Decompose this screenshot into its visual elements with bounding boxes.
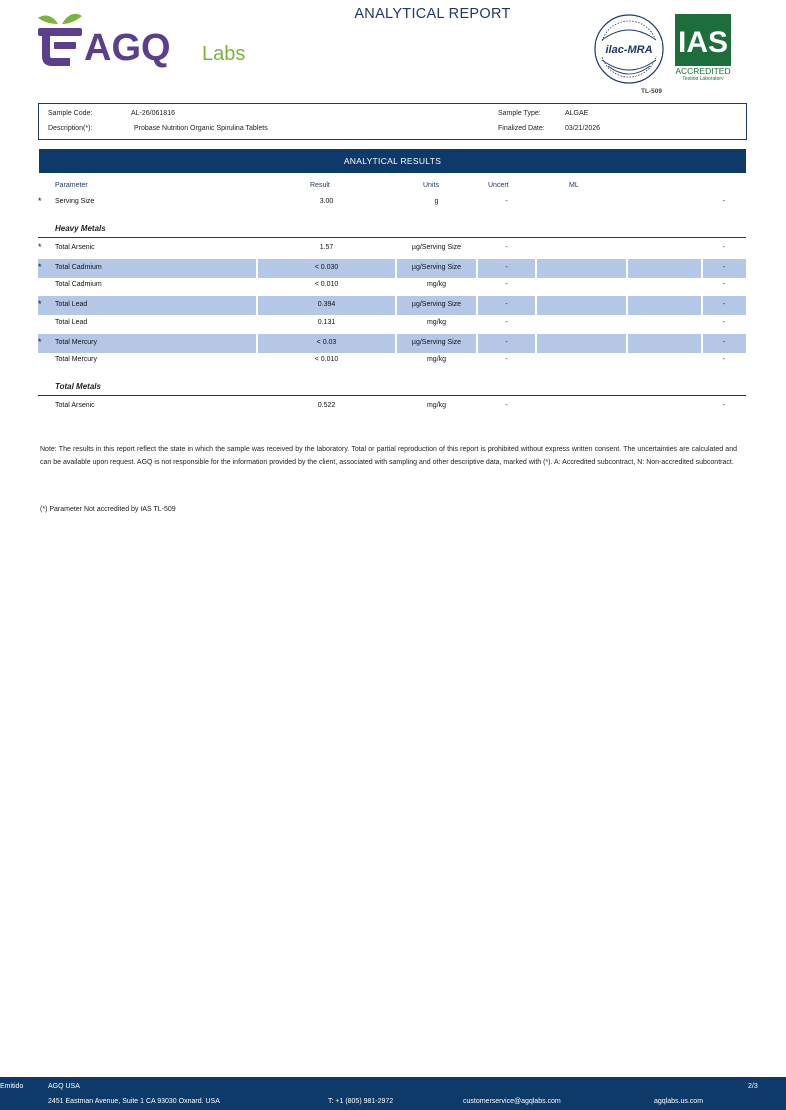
- section-title: Heavy Metals: [55, 224, 106, 233]
- row-bullet: *: [38, 299, 42, 309]
- report-title: ANALYTICAL REPORT: [354, 6, 511, 22]
- uncert-value: -: [505, 402, 508, 409]
- parameter-name: Total Cadmium: [55, 281, 102, 288]
- footer: [0, 1077, 786, 1110]
- ilac-code: TL-509: [641, 88, 662, 95]
- units-value: µg/Serving Size: [411, 244, 462, 251]
- result-value: 1.57: [319, 244, 334, 251]
- uncert-value: -: [505, 356, 508, 363]
- row-bullet: *: [38, 337, 42, 347]
- units-value: mg/kg: [426, 319, 447, 326]
- last-column-value: -: [722, 402, 725, 409]
- last-column-value: -: [722, 264, 725, 271]
- svg-text:ilac-MRA: ilac-MRA: [605, 44, 653, 56]
- uncert-value: -: [505, 301, 508, 308]
- units-value: mg/kg: [426, 356, 447, 363]
- table-row: [38, 276, 746, 295]
- units-value: µg/Serving Size: [411, 339, 462, 346]
- sample-code-value: AL-26/061816: [131, 110, 175, 117]
- table-row: [38, 351, 746, 370]
- svg-text:ACCREDITED: ACCREDITED: [675, 66, 731, 76]
- uncert-value: -: [505, 339, 508, 346]
- parameter-name: Total Arsenic: [55, 244, 95, 251]
- ilac-mra-seal: [592, 12, 666, 86]
- row-bullet: *: [38, 196, 42, 206]
- report-note: Note: The results in this report reflect the state in which the sample was received by the laboratory. Total or partial reproduction of this report is prohibited without express written consent. The uncertainties are calculated and can be available upon request. AGQ is not responsible for the information provided by the client, associated with sampling and other descriptive data, marked with (*). A: Accredited subcontract, N: Non-accredited subcontract.: [40, 446, 737, 466]
- result-value: 0.522: [317, 402, 336, 409]
- last-column-value: -: [722, 319, 725, 326]
- uncert-value: -: [505, 281, 508, 288]
- last-column-value: -: [722, 281, 725, 288]
- finalized-date-label: Finalized Date:: [498, 125, 545, 132]
- row-bullet: *: [38, 262, 42, 272]
- result-value: < 0.010: [314, 356, 339, 363]
- description-label: Description(*):: [48, 125, 93, 132]
- units-value: µg/Serving Size: [411, 301, 462, 308]
- footer-emitido: Emitido: [0, 1083, 24, 1090]
- section-title: Total Metals: [55, 382, 101, 391]
- section-total-metals: [38, 380, 746, 396]
- svg-text:Labs: Labs: [202, 43, 246, 65]
- last-column-value: -: [722, 244, 725, 251]
- column-result: Result: [310, 182, 330, 189]
- last-column-value: -: [722, 356, 725, 363]
- result-value: < 0.010: [314, 281, 339, 288]
- parameter-name: Total Lead: [55, 319, 88, 326]
- units-value: g: [434, 198, 439, 205]
- units-value: µg/Serving Size: [411, 264, 462, 271]
- units-value: mg/kg: [426, 402, 447, 409]
- footer-address: 2451 Eastman Avenue, Suite 1 CA 93030 Oxnard. USA: [48, 1098, 220, 1105]
- parameter-name: Total Cadmium: [55, 264, 102, 271]
- result-value: < 0.03: [316, 339, 337, 346]
- footer-phone: T: +1 (805) 981-2972: [328, 1098, 394, 1105]
- ias-accredited-badge: [675, 14, 731, 80]
- svg-text:AGQ: AGQ: [84, 27, 171, 69]
- row-bullet: *: [38, 242, 42, 252]
- column-ml: ML: [569, 182, 579, 189]
- uncert-value: -: [505, 319, 508, 326]
- uncert-value: -: [505, 198, 508, 205]
- parameter-name: Total Mercury: [55, 339, 98, 346]
- table-row: [38, 397, 746, 416]
- sample-code-label: Sample Code:: [48, 110, 93, 117]
- result-value: 0.394: [317, 301, 336, 308]
- uncert-value: -: [505, 264, 508, 271]
- uncert-value: -: [505, 244, 508, 251]
- sample-type-label: Sample Type:: [498, 110, 541, 117]
- svg-text:Testing Laboratory: Testing Laboratory: [682, 76, 724, 80]
- column-parameter: Parameter: [55, 182, 88, 189]
- table-row-serving-size: [38, 193, 746, 212]
- parameter-name: Total Lead: [55, 301, 88, 308]
- section-heavy-metals: [38, 222, 746, 238]
- parameter-name: Serving Size: [55, 198, 95, 205]
- sample-info-box: [38, 103, 747, 140]
- units-value: mg/kg: [426, 281, 447, 288]
- result-value: < 0.030: [314, 264, 339, 271]
- last-column-value: -: [722, 339, 725, 346]
- table-row: [38, 239, 746, 258]
- description-value: Probase Nutrition Organic Spirulina Tablets: [134, 125, 268, 132]
- table-row: [38, 314, 746, 333]
- column-units: Units: [423, 182, 439, 189]
- parameter-name: Total Arsenic: [55, 402, 95, 409]
- result-value: 3.00: [319, 198, 334, 205]
- table-row: [38, 296, 746, 315]
- column-uncert: Uncert: [488, 182, 509, 189]
- last-column-value: -: [722, 198, 725, 205]
- footer-page-number: 2/3: [748, 1083, 758, 1090]
- footer-email: customerservice@agqlabs.com: [463, 1098, 561, 1105]
- agq-labs-logo: [36, 8, 276, 72]
- svg-text:IAS: IAS: [677, 26, 729, 59]
- result-value: 0.131: [317, 319, 336, 326]
- footer-company: AGQ USA: [48, 1083, 80, 1090]
- last-column-value: -: [722, 301, 725, 308]
- finalized-date-value: 03/21/2026: [565, 125, 601, 132]
- analytical-results-bar: ANALYTICAL RESULTS: [39, 149, 746, 173]
- parameter-name: Total Mercury: [55, 356, 98, 363]
- accreditation-note: (*) Parameter Not accredited by IAS TL-509: [40, 506, 176, 513]
- footer-website: agqlabs.us.com: [654, 1098, 704, 1105]
- sample-type-value: ALGAE: [565, 110, 589, 117]
